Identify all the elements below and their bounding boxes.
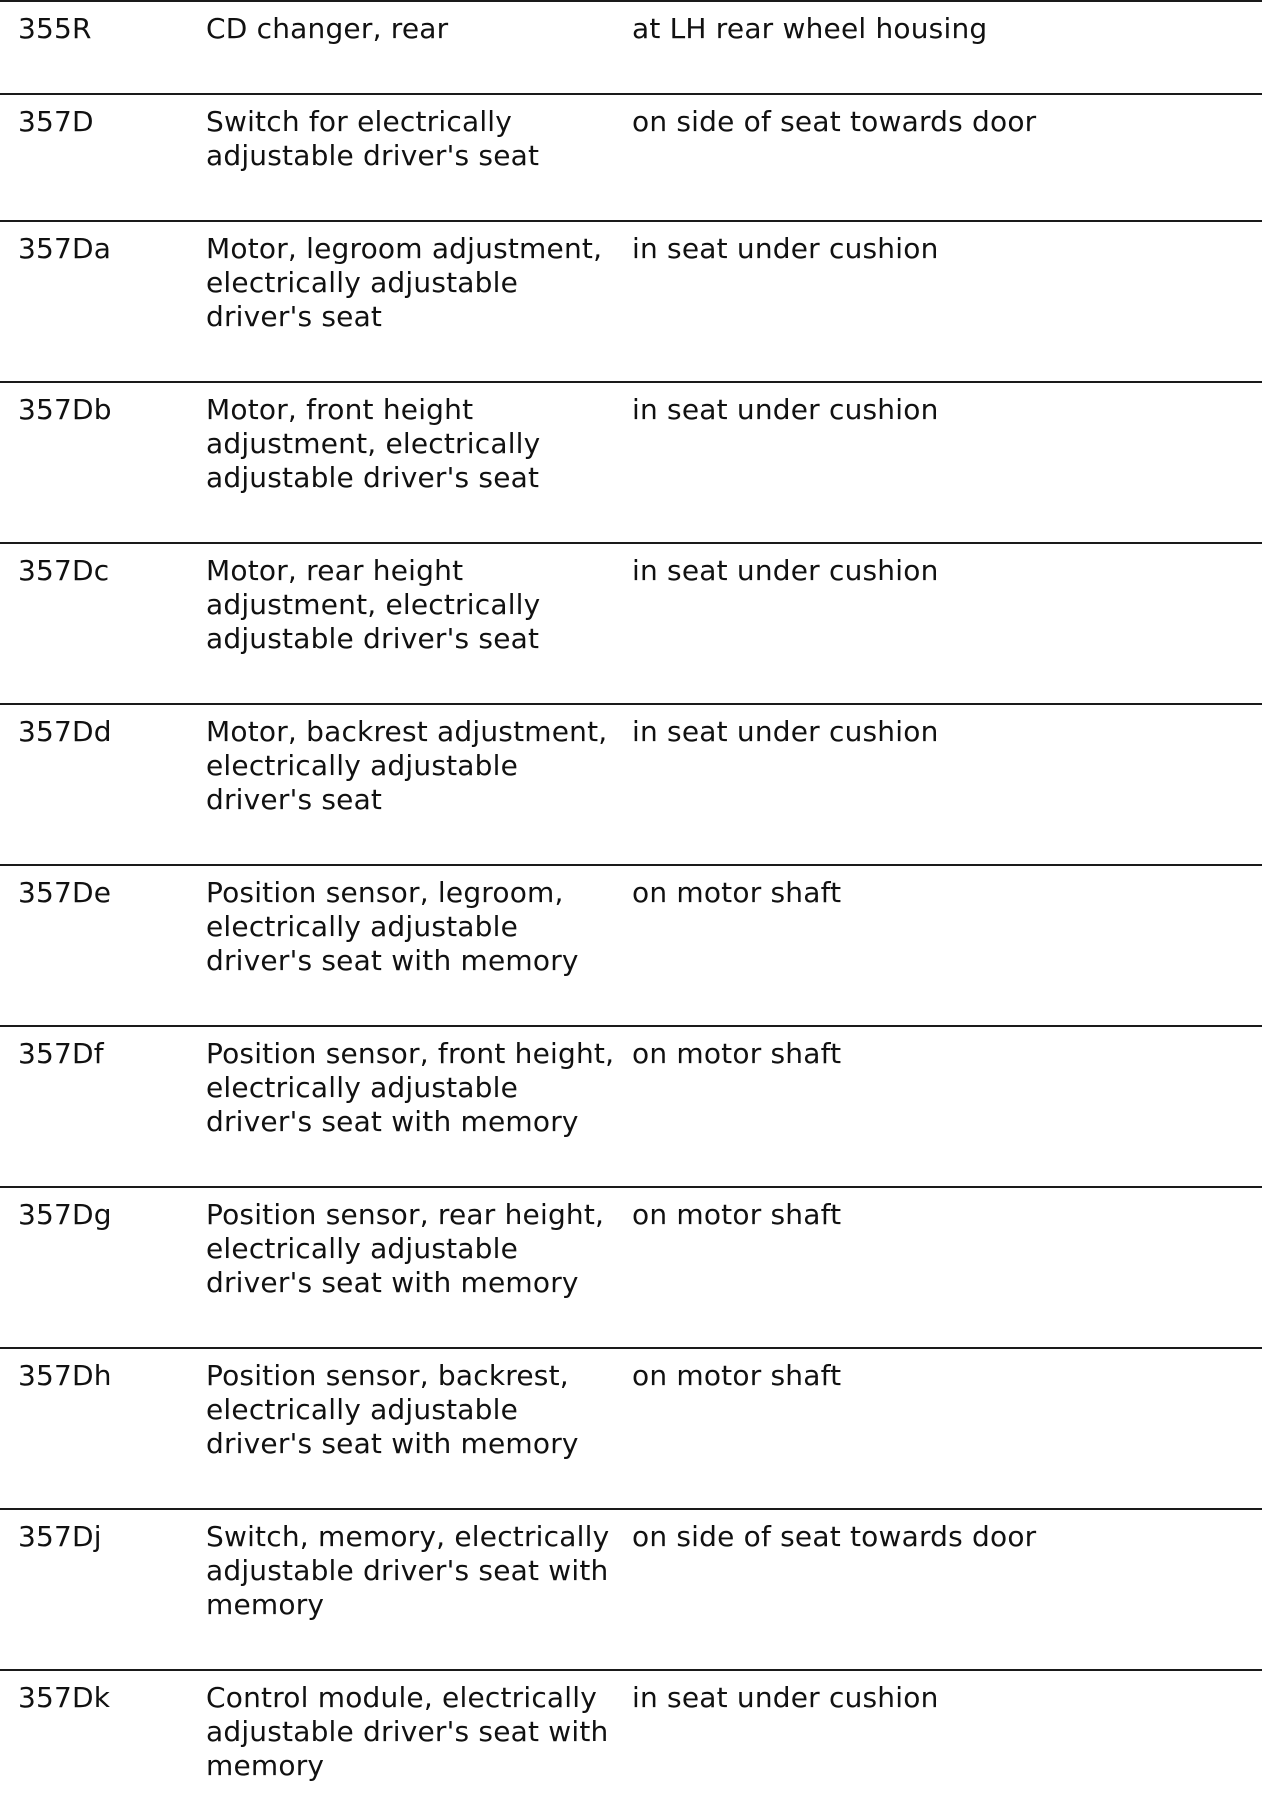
component-code: 357Dj [18, 1520, 102, 1553]
component-location: in seat under cushion [632, 393, 939, 426]
component-description: Motor, backrest adjustment, electrically adjustable driver's seat [206, 715, 608, 816]
component-location: in seat under cushion [632, 715, 939, 748]
component-code: 357Da [18, 232, 112, 265]
component-code: 357Df [18, 1037, 104, 1070]
table-row [0, 0, 1262, 93]
component-location: on motor shaft [632, 1359, 842, 1392]
component-location: on side of seat towards door [632, 105, 1037, 138]
component-description: Motor, rear height adjustment, electrically adjustable driver's seat [206, 554, 541, 655]
component-code: 357Dk [18, 1681, 111, 1714]
component-location: in seat under cushion [632, 554, 939, 587]
table-row [0, 864, 1262, 1025]
component-location: at LH rear wheel housing [632, 12, 988, 45]
table-row [0, 1186, 1262, 1347]
component-code: 357Dh [18, 1359, 112, 1392]
component-description: Position sensor, backrest, electrically adjustable driver's seat with memory [206, 1359, 579, 1460]
table-row [0, 381, 1262, 542]
component-description: Position sensor, front height, electrically adjustable driver's seat with memory [206, 1037, 615, 1138]
component-description: Position sensor, rear height, electrically adjustable driver's seat with memory [206, 1198, 605, 1299]
component-location: on motor shaft [632, 876, 842, 909]
component-location: in seat under cushion [632, 232, 939, 265]
table-row [0, 1508, 1262, 1669]
component-code: 355R [18, 12, 92, 45]
component-code: 357Dc [18, 554, 110, 587]
component-description: Control module, electrically adjustable driver's seat with memory [206, 1681, 609, 1782]
component-code: 357D [18, 105, 94, 138]
component-location: on motor shaft [632, 1198, 842, 1231]
table-row [0, 1347, 1262, 1508]
component-location: on motor shaft [632, 1037, 842, 1070]
table-row [0, 703, 1262, 864]
component-description: Switch for electrically adjustable driver's seat [206, 105, 540, 172]
component-description: Motor, front height adjustment, electrically adjustable driver's seat [206, 393, 541, 494]
component-description: Switch, memory, electrically adjustable driver's seat with memory [206, 1520, 610, 1621]
component-code: 357De [18, 876, 112, 909]
component-description: Position sensor, legroom, electrically adjustable driver's seat with memory [206, 876, 579, 977]
component-code: 357Dg [18, 1198, 112, 1231]
component-code: 357Dd [18, 715, 112, 748]
table-row [0, 1025, 1262, 1186]
component-code: 357Db [18, 393, 112, 426]
table-row [0, 93, 1262, 220]
component-description: Motor, legroom adjustment, electrically adjustable driver's seat [206, 232, 603, 333]
component-description: CD changer, rear [206, 12, 449, 45]
table-row [0, 220, 1262, 381]
table-row [0, 1669, 1262, 1797]
component-location: on side of seat towards door [632, 1520, 1037, 1553]
table-row [0, 542, 1262, 703]
component-location: in seat under cushion [632, 1681, 939, 1714]
